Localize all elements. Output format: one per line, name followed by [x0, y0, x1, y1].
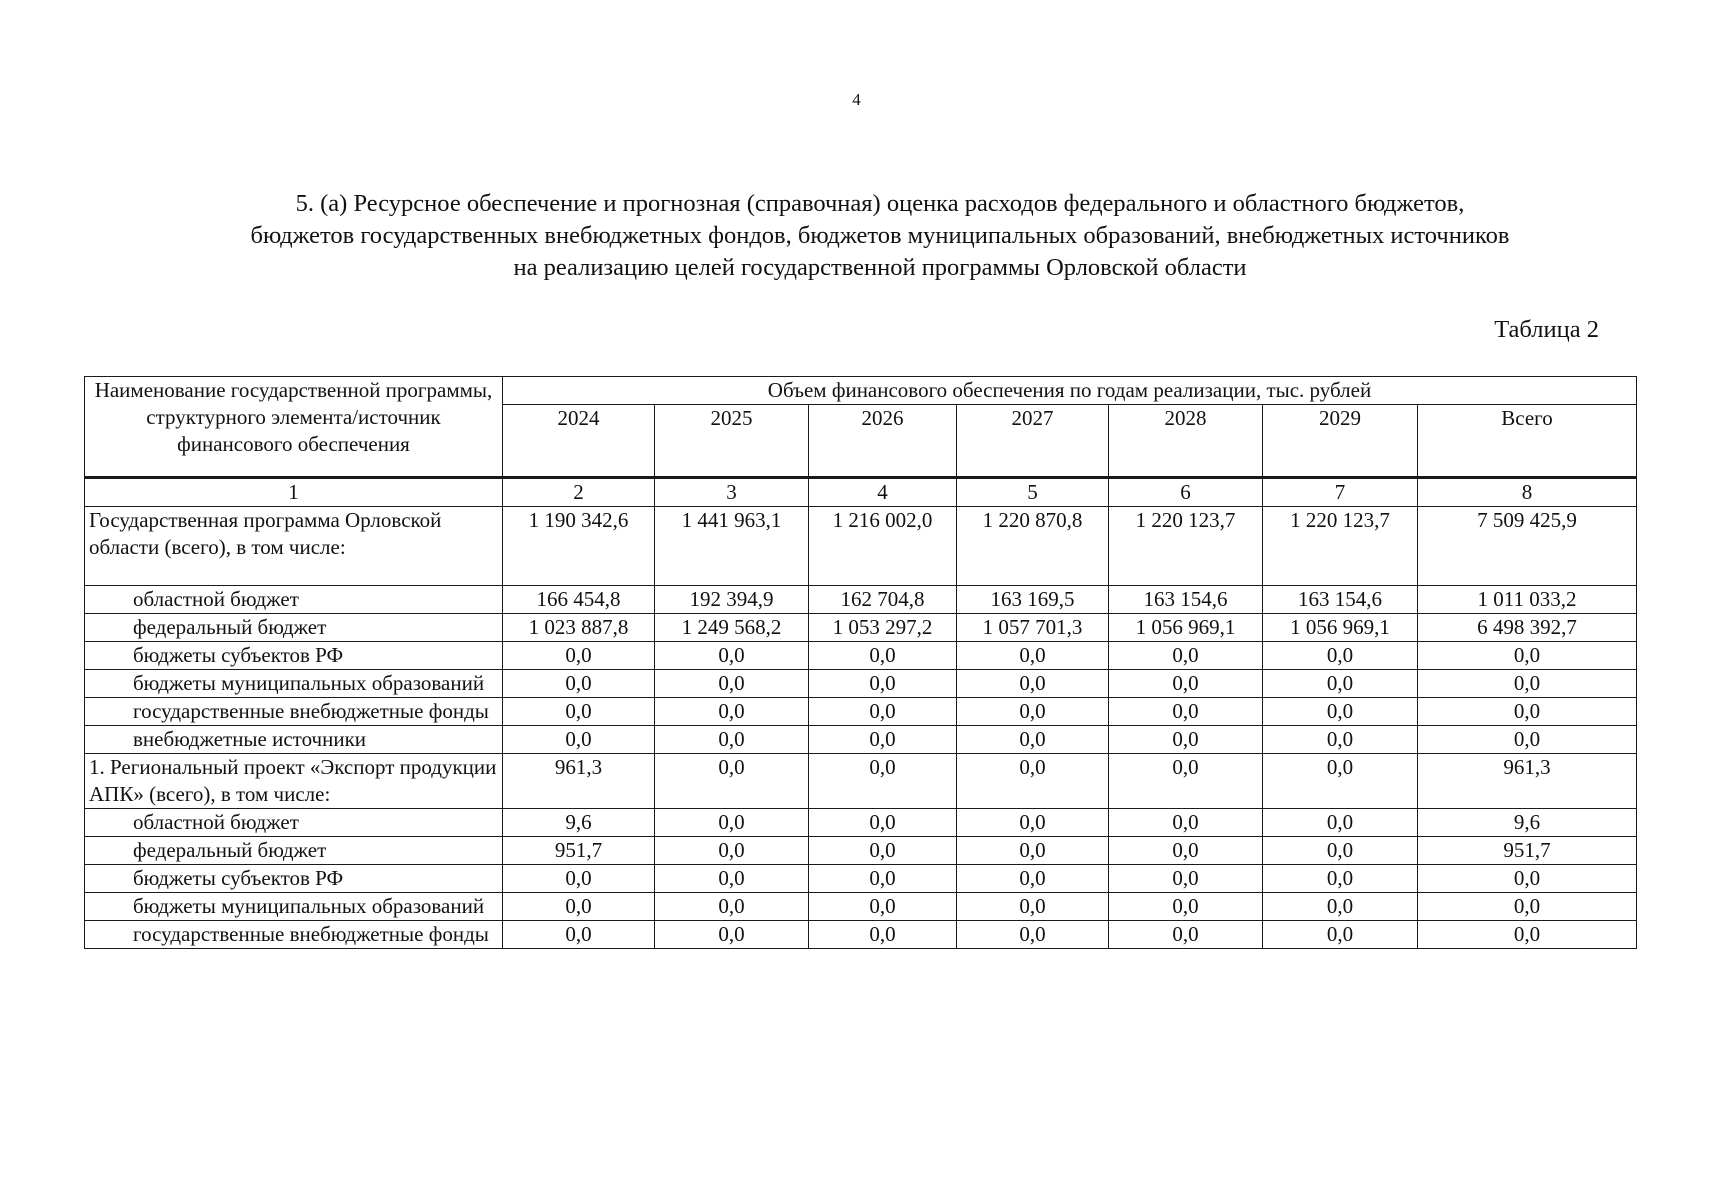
row-year-value: 192 394,9 [655, 586, 809, 614]
row-year-value: 0,0 [655, 893, 809, 921]
header-group-cell: Объем финансового обеспечения по годам реализации, тыс. рублей [503, 377, 1637, 405]
row-year-value: 0,0 [809, 726, 957, 754]
row-year-value: 0,0 [957, 670, 1109, 698]
row-year-value: 0,0 [655, 698, 809, 726]
row-year-value: 0,0 [809, 865, 957, 893]
table-row [85, 726, 1637, 754]
row-year-value: 1 249 568,2 [655, 614, 809, 642]
row-year-value: 0,0 [1109, 726, 1263, 754]
column-numbering-row [85, 478, 1637, 507]
row-total-value: 0,0 [1418, 726, 1637, 754]
column-number: 6 [1109, 478, 1263, 507]
row-year-value: 1 220 870,8 [957, 507, 1109, 586]
row-year-value: 0,0 [809, 837, 957, 865]
year-header: 2027 [957, 405, 1109, 478]
table-row [85, 507, 1637, 586]
row-year-value: 1 057 701,3 [957, 614, 1109, 642]
row-year-value: 166 454,8 [503, 586, 655, 614]
row-year-value: 9,6 [503, 809, 655, 837]
row-year-value: 0,0 [1263, 809, 1418, 837]
year-header: 2024 [503, 405, 655, 478]
row-label: государственные внебюджетные фонды [85, 698, 503, 726]
row-year-value: 951,7 [503, 837, 655, 865]
row-year-value: 0,0 [1263, 865, 1418, 893]
row-total-value: 1 011 033,2 [1418, 586, 1637, 614]
row-year-value: 0,0 [1109, 670, 1263, 698]
row-year-value: 1 216 002,0 [809, 507, 957, 586]
row-label: 1. Региональный проект «Экспорт продукции АПК» (всего), в том числе: [85, 754, 503, 809]
row-year-value: 1 053 297,2 [809, 614, 957, 642]
heading-line-3: на реализацию целей государственной программы Орловской области [513, 254, 1247, 281]
row-year-value: 0,0 [1263, 642, 1418, 670]
year-header: 2026 [809, 405, 957, 478]
row-year-value: 0,0 [655, 754, 809, 809]
row-label: Государственная программа Орловской области (всего), в том числе: [85, 507, 503, 586]
year-header: 2028 [1109, 405, 1263, 478]
document-heading [120, 188, 1640, 284]
row-total-value: 0,0 [1418, 921, 1637, 949]
row-year-value: 1 056 969,1 [1109, 614, 1263, 642]
row-year-value: 0,0 [1109, 893, 1263, 921]
row-total-value: 0,0 [1418, 893, 1637, 921]
row-total-value: 961,3 [1418, 754, 1637, 809]
row-year-value: 0,0 [503, 893, 655, 921]
row-year-value: 0,0 [957, 698, 1109, 726]
row-year-value: 0,0 [1109, 809, 1263, 837]
row-year-value: 0,0 [1263, 837, 1418, 865]
row-year-value: 163 169,5 [957, 586, 1109, 614]
column-number: 1 [85, 478, 503, 507]
row-total-value: 951,7 [1418, 837, 1637, 865]
row-year-value: 163 154,6 [1109, 586, 1263, 614]
row-year-value: 0,0 [503, 670, 655, 698]
row-total-value: 7 509 425,9 [1418, 507, 1637, 586]
row-year-value: 0,0 [1109, 754, 1263, 809]
total-header: Всего [1418, 405, 1637, 478]
row-year-value: 1 220 123,7 [1263, 507, 1418, 586]
row-year-value: 0,0 [655, 726, 809, 754]
column-number: 7 [1263, 478, 1418, 507]
row-year-value: 0,0 [655, 642, 809, 670]
row-label: областной бюджет [85, 586, 503, 614]
row-label: бюджеты субъектов РФ [85, 865, 503, 893]
heading-line-2: бюджетов государственных внебюджетных фондов, бюджетов муниципальных образований, внебюджетных источников [250, 222, 1510, 249]
row-year-value: 0,0 [809, 642, 957, 670]
row-year-value: 0,0 [957, 921, 1109, 949]
financing-table [84, 376, 1637, 949]
row-year-value: 1 056 969,1 [1263, 614, 1418, 642]
row-total-value: 0,0 [1418, 865, 1637, 893]
row-year-value: 0,0 [957, 809, 1109, 837]
row-year-value: 0,0 [1109, 837, 1263, 865]
column-number: 5 [957, 478, 1109, 507]
row-year-value: 0,0 [957, 754, 1109, 809]
row-year-value: 0,0 [1263, 893, 1418, 921]
row-year-value: 0,0 [503, 921, 655, 949]
row-year-value: 0,0 [1263, 670, 1418, 698]
row-year-value: 0,0 [957, 837, 1109, 865]
row-year-value: 0,0 [1263, 921, 1418, 949]
row-year-value: 0,0 [1109, 698, 1263, 726]
row-year-value: 0,0 [655, 865, 809, 893]
row-year-value: 0,0 [503, 642, 655, 670]
row-total-value: 9,6 [1418, 809, 1637, 837]
row-label: бюджеты субъектов РФ [85, 642, 503, 670]
header-name-cell: Наименование государственной программы, структурного элемента/источник финансового обеспечения [85, 377, 503, 478]
row-year-value: 1 023 887,8 [503, 614, 655, 642]
table-header-row [85, 377, 1637, 405]
row-label: государственные внебюджетные фонды [85, 921, 503, 949]
row-label: федеральный бюджет [85, 837, 503, 865]
row-year-value: 0,0 [809, 809, 957, 837]
row-year-value: 0,0 [655, 670, 809, 698]
row-year-value: 0,0 [503, 698, 655, 726]
row-year-value: 0,0 [809, 698, 957, 726]
row-year-value: 0,0 [503, 726, 655, 754]
row-year-value: 163 154,6 [1263, 586, 1418, 614]
row-year-value: 0,0 [957, 865, 1109, 893]
table-row [85, 642, 1637, 670]
column-number: 3 [655, 478, 809, 507]
table-row [85, 809, 1637, 837]
row-year-value: 0,0 [1109, 921, 1263, 949]
row-year-value: 0,0 [1263, 726, 1418, 754]
row-year-value: 0,0 [655, 809, 809, 837]
table-row [85, 837, 1637, 865]
table-row [85, 921, 1637, 949]
table-row [85, 698, 1637, 726]
table-label: Таблица 2 [1494, 316, 1599, 343]
table-row [85, 865, 1637, 893]
row-year-value: 961,3 [503, 754, 655, 809]
row-total-value: 6 498 392,7 [1418, 614, 1637, 642]
column-number: 8 [1418, 478, 1637, 507]
row-year-value: 0,0 [809, 893, 957, 921]
row-year-value: 0,0 [809, 921, 957, 949]
row-year-value: 0,0 [1109, 865, 1263, 893]
row-year-value: 0,0 [809, 670, 957, 698]
row-total-value: 0,0 [1418, 670, 1637, 698]
row-year-value: 0,0 [655, 921, 809, 949]
row-year-value: 1 441 963,1 [655, 507, 809, 586]
row-label: внебюджетные источники [85, 726, 503, 754]
table-row [85, 586, 1637, 614]
row-label: федеральный бюджет [85, 614, 503, 642]
row-year-value: 0,0 [1263, 754, 1418, 809]
year-header: 2029 [1263, 405, 1418, 478]
row-label: бюджеты муниципальных образований [85, 670, 503, 698]
row-year-value: 1 220 123,7 [1109, 507, 1263, 586]
row-total-value: 0,0 [1418, 642, 1637, 670]
row-total-value: 0,0 [1418, 698, 1637, 726]
year-header: 2025 [655, 405, 809, 478]
row-label: бюджеты муниципальных образований [85, 893, 503, 921]
row-year-value: 0,0 [809, 754, 957, 809]
column-number: 4 [809, 478, 957, 507]
row-year-value: 0,0 [1109, 642, 1263, 670]
heading-line-1: 5. (а) Ресурсное обеспечение и прогнозная (справочная) оценка расходов федерального и областного бюджетов, [295, 190, 1465, 217]
row-year-value: 0,0 [503, 865, 655, 893]
table-row [85, 614, 1637, 642]
column-number: 2 [503, 478, 655, 507]
row-year-value: 0,0 [957, 642, 1109, 670]
table-row [85, 670, 1637, 698]
row-year-value: 0,0 [655, 837, 809, 865]
row-year-value: 0,0 [957, 893, 1109, 921]
table-row [85, 754, 1637, 809]
row-year-value: 0,0 [1263, 698, 1418, 726]
page-number: 4 [852, 90, 861, 109]
row-year-value: 0,0 [957, 726, 1109, 754]
row-year-value: 1 190 342,6 [503, 507, 655, 586]
row-year-value: 162 704,8 [809, 586, 957, 614]
table-row [85, 893, 1637, 921]
row-label: областной бюджет [85, 809, 503, 837]
